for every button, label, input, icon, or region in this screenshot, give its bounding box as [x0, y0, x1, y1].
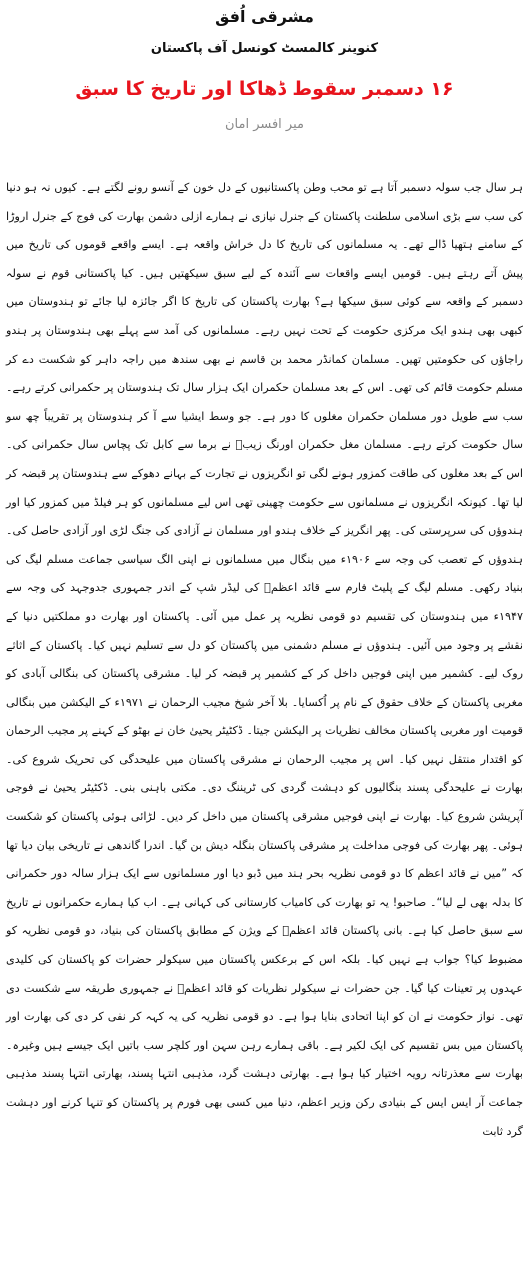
article-paragraph: ہر سال جب سولہ دسمبر آتا ہے تو محب وطن پاکستانیوں کے دل خون کے آنسو رونے لگتے ہے۔ کیوں نہ ہو دنیا کی سب سے بڑی اسلامی سلطنت پاکستان کے جنرل نیازی نے ہمارے ازلی دشمن بھارت کی فوج کے جنرل اروڑا کے سامنے ہتھیا ڈالے تھے۔ یہ مسلمانوں کی تاریخ کا دل خراش واقعہ ہے۔ ایسے واقعے قوموں کی تاریخ میں پیش آتے رہتے ہیں۔ قومیں ایسے واقعات سے آئندہ کے لیے سبق سیکھتیں ہیں۔ کیا پاکستانی قوم نے سولہ دسمبر کے واقعہ سے کوئی سبق سیکھا ہے؟ بھارت پاکستان کی تاریخ کا اگر جائزہ لیا جائے تو ہندوستان میں کبھی بھی ہندو ایک مرکزی حکومت کے تحت نہیں رہے۔ مسلمانوں کی آمد سے پہلے بھی ہندوستان پر ہندو راجاؤں کی حکومتیں تھیں۔ مسلمان کمانڈر محمد بن قاسم نے بھی سندھ میں راجہ داہر کو شکست دے کر مسلم حکومت قائم کی تھی۔ اس کے بعد مسلمان حکمران ایک ہزار سال تک ہندوستان پر حکمرانی کرتے رہے۔ سب سے طویل دور مسلمان حکمران مغلوں کا دور ہے۔ جو وسط ایشیا سے آ کر ہندوستان پر تقریباً چھ سو سال حکومت کرتے رہے۔ مسلمان مغل حکمران اورنگ زیبؒ نے برما سے کابل تک پچاس سال حکمرانی کی۔ اس کے بعد مغلوں کی طاقت کمزور ہونے لگی تو انگریزوں نے تجارت کے بہانے دھوکے سے ہندوستان پر قبضہ کر لیا تھا۔ کیونکہ انگریزوں نے مسلمانوں سے حکومت چھینی تھی اس لیے مسلمانوں کو ہر فیلڈ میں کمزور کیا اور ہندوؤں کی سرپرستی کی۔ پھر انگریز کے خلاف ہندو اور مسلمان نے آزادی کی جنگ لڑی اور آزادی حاصل کی۔ ہندوؤں کے تعصب کی وجہ سے ۱۹۰۶ء میں بنگال میں مسلمانوں نے اپنی الگ سیاسی جماعت مسلم لیگ کی بنیاد رکھی۔ مسلم لیگ کے پلیٹ فارم سے قائد اعظمؒ کی لیڈر شپ کے اندر جمہوری جدوجہد کی وجہ سے ۱۹۴۷ء میں ہندوستان کی تقسیم دو قومی نظریہ پر عمل میں آئی۔ پاکستان اور بھارت دو مملکتیں دنیا کے نقشے پر وجود میں آئیں۔ ہندوؤں نے مسلم دشمنی میں پاکستان کو دل سے تسلیم نہیں کیا۔ پاکستان کے اثاثے روک لیے۔ کشمیر میں اپنی فوجیں داخل کر کے کشمیر پر قبضہ کر لیا۔ مشرقی پاکستان کی بنگالی آبادی کو مغربی پاکستان کے خلاف حقوق کے نام پر اُکسایا۔ بلا آخر شیخ مجیب الرحمان نے ۱۹۷۱ء کے الیکشن میں بنگالی قومیت اور مغربی پاکستان مخالف نظریات پر الیکشن جیتا۔ ڈکٹیٹر یحییٰ خان نے بھٹو کے کہنے پر مجیب الرحمان کو اقتدار منتقل نہیں کیا۔ اس پر مجیب الرحمان نے مشرقی پاکستان میں علیحدگی کی تحریک شروع کی۔ بھارت نے علیحدگی پسند بنگالیوں کو دہشت گردی کی ٹریننگ دی۔ مکتی باہنی بنی۔ ڈکٹیٹر یحییٰ نے فوجی آپریشن شروع کیا۔ بھارت نے اپنی فوجیں مشرقی پاکستان میں داخل کر دیں۔ لڑائی ہوئی پاکستان کو شکست ہوئی۔ پھر بھارت کی فوجی مداخلت پر مشرقی پاکستان بنگلہ دیش بن گیا۔ اندرا گاندھی نے تاریخی بیان دیا تھا کہ ”میں نے قائد اعظم کا دو قومی نظریہ بحر ہند میں ڈبو دیا اور مسلمانوں سے ایک ہزار سالہ دور حکمرانی کا بدلہ بھی لے لیا“۔ صاحبو! یہ تو بھارت کی کامیاب کارستانی کی کہانی ہے۔ اب کیا ہمارے حکمرانوں نے تاریخ سے سبق حاصل کیا ہے۔ بانی پاکستان قائد اعظمؒ کے ویژن کے مطابق پاکستان کی بنیاد، دو قومی نظریہ کو مضبوط کیا؟ جواب ہے نہیں کیا۔ بلکہ اس کے برعکس پاکستان میں سیکولر حضرات کو پاکستان کی کلیدی عہدوں پر تعینات کیا گیا۔ جن حضرات نے سیکولر نظریات کو قائد اعظمؒ نے جمہوری طریقہ سے شکست دی تھی۔ نواز حکومت نے ان کو اپنا اتحادی بنایا ہوا ہے۔ دو قومی نظریہ کی یہ کہہ کر نفی کر دی کی بھارت اور پاکستان میں بس تقسیم کی ایک لکیر ہے۔ باقی ہمارے رہن سہن اور کلچر سب باتیں ایک جیسے ہیں وغیرہ۔ بھارت سے معذرتانہ رویہ اختیار کیا ہوا ہے۔ بھارتی دہشت گرد، مذہبی انتہا پسند، بھارتی انتہا پسند مذہبی جماعت آر ایس ایس کے بنیادی رکن وزیر اعظم، دنیا میں کسی بھی فورم پر پاکستان کو تنہا کرنے اور دہشت گرد ثابت	[6, 181, 523, 1138]
author-affiliation: کنوینر کالمسٹ کونسل آف پاکستان	[150, 41, 379, 56]
author-name: میر افسر امان	[224, 117, 304, 132]
column-series-name: مشرقی اُفق	[215, 7, 314, 26]
article-title: ۱۶ دسمبر سقوط ڈھاکا اور تاریخ کا سبق	[75, 78, 454, 100]
article-header	[0, 4, 529, 136]
article-body	[6, 174, 523, 1146]
